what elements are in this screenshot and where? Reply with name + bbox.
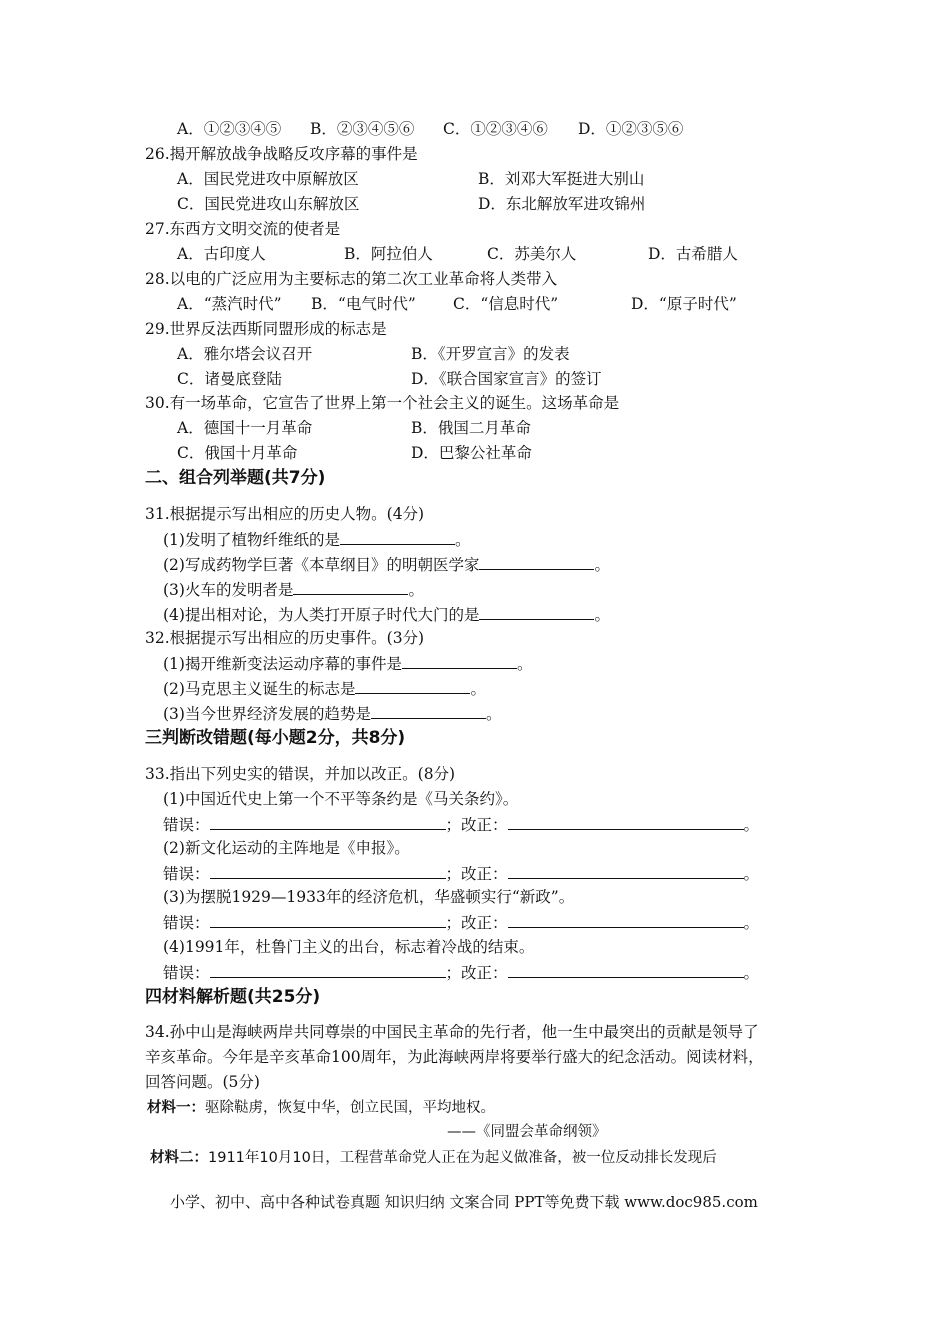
question-stem: 28.以电的广泛应用为主要标志的第二次工业革命将人类带入 — [145, 270, 558, 288]
option-d: D．古希腊人 — [648, 245, 738, 263]
question-stem: 30.有一场革命，它宣告了世界上第一个社会主义的诞生。这场革命是 — [145, 394, 620, 412]
option-d: D．东北解放军进攻锦州 — [478, 195, 646, 213]
answer-blank[interactable] — [355, 677, 470, 694]
material-source: ——《同盟会革命纲领》 — [447, 1124, 607, 1140]
option-c: C．①②③④⑥ — [443, 120, 548, 138]
option-b: B．《开罗宣言》的发表 — [411, 345, 570, 363]
question-stem: 26.揭开解放战争战略反攻序幕的事件是 — [145, 145, 418, 163]
option-a: A．德国十一月革命 — [177, 419, 313, 437]
option-c: C．苏美尔人 — [487, 245, 577, 263]
option-c: C．诸曼底登陆 — [177, 370, 282, 388]
section-heading: 四材料解析题(共25分) — [145, 987, 321, 1007]
question-stem: 29.世界反法西斯同盟形成的标志是 — [145, 320, 387, 338]
section-heading: 二、组合列举题(共7分) — [145, 468, 326, 488]
error-statement: (3)为摆脱1929—1933年的经济危机，华盛顿实行“新政”。 — [163, 888, 575, 906]
correction-blank[interactable] — [508, 911, 744, 928]
fill-item: (2)写成药物学巨著《本草纲目》的明朝医学家 。 — [163, 553, 610, 576]
error-blank[interactable] — [210, 813, 446, 830]
option-b: B．俄国二月革命 — [411, 419, 531, 437]
fill-item: (3)火车的发明者是 。 — [163, 578, 424, 601]
option-b: B．②③④⑤⑥ — [310, 120, 415, 138]
answer-blank[interactable] — [402, 652, 517, 669]
option-b: B．阿拉伯人 — [344, 245, 433, 263]
question-stem: 辛亥革命。今年是辛亥革命100周年，为此海峡两岸将要举行盛大的纪念活动。阅读材料， — [145, 1048, 764, 1066]
material-two: 材料二：1911年10月10日，工程营革命党人正在为起义做准备，被一位反动排长发现后 — [150, 1150, 717, 1166]
option-b: B．“电气时代” — [311, 295, 416, 313]
question-stem: 31.根据提示写出相应的历史人物。(4分) — [145, 505, 425, 523]
option-c: C．国民党进攻山东解放区 — [177, 195, 360, 213]
fill-item: (4)提出相对论，为人类打开原子时代大门的是 。 — [163, 603, 610, 626]
answer-blank[interactable] — [293, 578, 408, 595]
question-stem: 32.根据提示写出相应的历史事件。(3分) — [145, 629, 425, 647]
question-stem: 33.指出下列史实的错误，并加以改正。(8分) — [145, 765, 456, 783]
answer-blank[interactable] — [479, 603, 594, 620]
error-blank[interactable] — [210, 961, 446, 978]
fill-item: (3)当今世界经济发展的趋势是 。 — [163, 702, 501, 725]
correction-row: 错误： ；改正： 。 — [163, 862, 759, 885]
fill-item: (2)马克思主义诞生的标志是 。 — [163, 677, 486, 700]
option-d: D．《联合国家宣言》的签订 — [411, 370, 602, 388]
error-blank[interactable] — [210, 911, 446, 928]
fill-item: (1)发明了植物纤维纸的是 。 — [163, 528, 470, 551]
option-d: D．①②③⑤⑥ — [578, 120, 684, 138]
answer-blank[interactable] — [340, 528, 455, 545]
error-statement: (4)1991年，杜鲁门主义的出台，标志着冷战的结束。 — [163, 938, 535, 956]
material-one: 材料一：驱除鞑虏，恢复中华，创立民国，平均地权。 — [147, 1100, 495, 1116]
option-a: A．雅尔塔会议召开 — [177, 345, 313, 363]
option-c: C．俄国十月革命 — [177, 444, 298, 462]
option-d: D．“原子时代” — [631, 295, 737, 313]
page-footer: 小学、初中、高中各种试卷真题 知识归纳 文案合同 PPT等免费下载 www.doc985.com — [170, 1193, 758, 1211]
answer-blank[interactable] — [371, 702, 486, 719]
question-stem: 27.东西方文明交流的使者是 — [145, 220, 341, 238]
correction-row: 错误： ；改正： 。 — [163, 813, 759, 836]
question-stem: 回答问题。(5分) — [145, 1073, 260, 1091]
correction-blank[interactable] — [508, 862, 744, 879]
option-c: C．“信息时代” — [453, 295, 559, 313]
correction-row: 错误： ；改正： 。 — [163, 961, 759, 984]
option-a: A．古印度人 — [177, 245, 266, 263]
answer-blank[interactable] — [479, 553, 594, 570]
option-a: A．①②③④⑤ — [177, 120, 282, 138]
option-a: A．国民党进攻中原解放区 — [177, 170, 359, 188]
option-a: A．“蒸汽时代” — [177, 295, 282, 313]
error-statement: (2)新文化运动的主阵地是《申报》。 — [163, 839, 410, 857]
correction-blank[interactable] — [508, 961, 744, 978]
correction-row: 错误： ；改正： 。 — [163, 911, 759, 934]
fill-item: (1)揭开维新变法运动序幕的事件是 。 — [163, 652, 532, 675]
section-heading: 三判断改错题(每小题2分，共8分) — [145, 728, 406, 748]
option-d: D．巴黎公社革命 — [411, 444, 532, 462]
option-b: B．刘邓大军挺进大别山 — [478, 170, 645, 188]
error-blank[interactable] — [210, 862, 446, 879]
error-statement: (1)中国近代史上第一个不平等条约是《马关条约》。 — [163, 790, 519, 808]
question-stem: 34.孙中山是海峡两岸共同尊崇的中国民主革命的先行者，他一生中最突出的贡献是领导了 — [145, 1023, 759, 1041]
correction-blank[interactable] — [508, 813, 744, 830]
